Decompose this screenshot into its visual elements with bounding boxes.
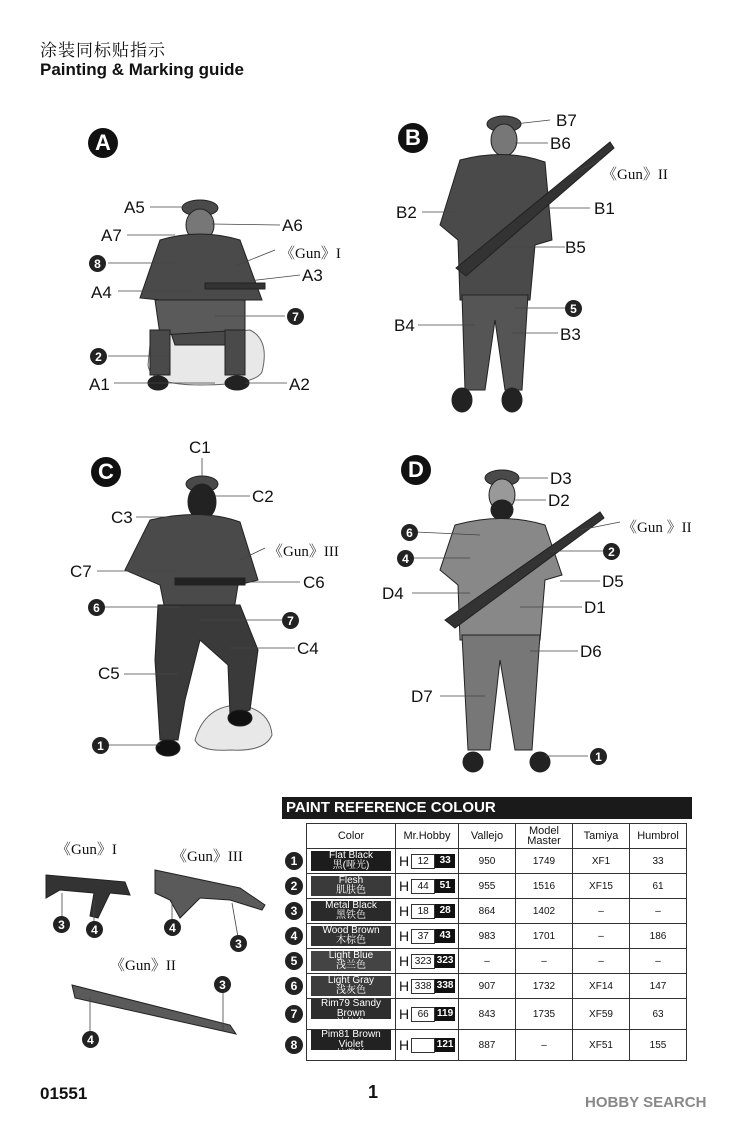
mrhobby-code-2: 338 — [436, 980, 454, 991]
paint-name-cn: 木棕色 — [336, 935, 366, 946]
paint-swatch — [311, 998, 391, 1029]
tamiya-code: XF1 — [573, 849, 630, 874]
label-d2: D2 — [548, 491, 570, 510]
mrhobby-h-mark: H — [399, 1006, 410, 1022]
paint-row — [282, 899, 687, 924]
model-master-code: 1516 — [516, 874, 573, 899]
humbrol-code: 186 — [630, 924, 687, 949]
label-d-gun: 《Gun 》II — [622, 520, 692, 536]
paint-table-title: PAINT REFERENCE COLOUR — [282, 797, 692, 819]
label-c-gun: 《Gun》III — [268, 544, 339, 560]
label-a-gun: 《Gun》I — [280, 246, 341, 262]
mrhobby-code-1: 66 — [411, 1007, 435, 1022]
label-c6: C6 — [303, 573, 325, 592]
paint-table-header-row — [282, 824, 687, 849]
paint-swatch — [311, 851, 391, 871]
label-c5: C5 — [98, 664, 120, 683]
paint-row — [282, 1030, 687, 1061]
label-a4: A4 — [91, 283, 112, 302]
label-b6: B6 — [550, 134, 571, 153]
model-master-code: – — [516, 1030, 573, 1061]
gun-3-num-4: 4 — [164, 919, 181, 936]
paint-swatch — [311, 901, 391, 921]
model-master-code: 1701 — [516, 924, 573, 949]
model-master-code: 1732 — [516, 974, 573, 999]
humbrol-code: – — [630, 899, 687, 924]
mrhobby-h-mark: H — [399, 853, 410, 869]
humbrol-code: – — [630, 949, 687, 974]
label-d7: D7 — [411, 687, 433, 706]
num-d-6: 6 — [401, 524, 418, 541]
label-d1: D1 — [584, 598, 606, 617]
label-a5: A5 — [124, 198, 145, 217]
paint-row — [282, 999, 687, 1030]
paint-row-number: 8 — [285, 1036, 303, 1054]
label-d4: D4 — [382, 584, 404, 603]
mrhobby-code-2: 323 — [436, 955, 454, 966]
page-number: 1 — [368, 1082, 379, 1102]
col-mrhobby: Mr.Hobby — [396, 824, 459, 849]
figure-d — [440, 470, 604, 772]
panel-c-badge: C — [91, 457, 121, 487]
gun-1-drawing — [46, 875, 130, 918]
paint-reference-table — [282, 823, 687, 1061]
tamiya-code: XF51 — [573, 1030, 630, 1061]
mrhobby-code-1: 338 — [411, 979, 435, 994]
paint-name: Metal Black — [325, 900, 377, 911]
model-master-code: 1402 — [516, 899, 573, 924]
num-c-7: 7 — [282, 612, 299, 629]
paint-name-cn: 棕紫兰 — [336, 1049, 366, 1060]
label-c4: C4 — [297, 639, 319, 658]
figure-b — [440, 116, 614, 412]
label-b2: B2 — [396, 203, 417, 222]
num-a-2: 2 — [90, 348, 107, 365]
label-d6: D6 — [580, 642, 602, 661]
title-chinese: 涂装同标贴指示 — [40, 41, 166, 60]
label-c7: C7 — [70, 562, 92, 581]
label-b3: B3 — [560, 325, 581, 344]
mrhobby-code-1: 44 — [411, 879, 435, 894]
product-code: 01551 — [40, 1084, 88, 1103]
num-d-1: 1 — [590, 748, 607, 765]
paint-name-cn: 黑(哑光) — [332, 860, 370, 871]
paint-row-number: 1 — [285, 852, 303, 870]
vallejo-code: 950 — [459, 849, 516, 874]
label-b1: B1 — [594, 199, 615, 218]
figure-a — [140, 200, 265, 390]
tamiya-code: – — [573, 924, 630, 949]
mrhobby-h-mark: H — [399, 978, 410, 994]
vallejo-code: 864 — [459, 899, 516, 924]
col-vallejo: Vallejo — [459, 824, 516, 849]
paint-name: Rim79 Sandy Brown — [320, 998, 382, 1019]
paint-name-cn: 浅灰色 — [336, 985, 366, 996]
paint-name: Light Gray — [327, 975, 375, 986]
label-a1: A1 — [89, 375, 110, 394]
gun-2-num-3: 3 — [214, 976, 231, 993]
label-a7: A7 — [101, 226, 122, 245]
paint-swatch — [311, 876, 391, 896]
col-tamiya: Tamiya — [573, 824, 630, 849]
mrhobby-code-2: 119 — [437, 1008, 454, 1019]
num-d-2: 2 — [603, 543, 620, 560]
gun-3-num-3: 3 — [230, 935, 247, 952]
label-a3: A3 — [302, 266, 323, 285]
mrhobby-code-1: 37 — [411, 929, 435, 944]
paint-name-cn: 黑铁色 — [336, 910, 366, 921]
tamiya-code: XF14 — [573, 974, 630, 999]
model-master-code: – — [516, 949, 573, 974]
panel-b-badge: B — [398, 123, 428, 153]
tamiya-code: XF59 — [573, 999, 630, 1030]
gun-1-num-3: 3 — [53, 916, 70, 933]
paint-name: Flat Black — [329, 850, 373, 861]
col-model-master: Model Master — [516, 824, 573, 849]
num-d-4: 4 — [397, 550, 414, 567]
humbrol-code: 63 — [630, 999, 687, 1030]
paint-row-number: 5 — [285, 952, 303, 970]
humbrol-code: 61 — [630, 874, 687, 899]
model-master-code: 1735 — [516, 999, 573, 1030]
paint-row — [282, 949, 687, 974]
mrhobby-code-2: 28 — [435, 904, 455, 918]
label-d3: D3 — [550, 469, 572, 488]
paint-swatch — [311, 1029, 391, 1060]
model-master-code: 1749 — [516, 849, 573, 874]
mrhobby-code-1: 18 — [411, 904, 435, 919]
gun-1-num-4: 4 — [86, 921, 103, 938]
label-b7: B7 — [556, 111, 577, 130]
vallejo-code: 843 — [459, 999, 516, 1030]
paint-row — [282, 974, 687, 999]
paint-row-number: 2 — [285, 877, 303, 895]
num-b-5: 5 — [565, 300, 582, 317]
vallejo-code: 983 — [459, 924, 516, 949]
mrhobby-code-1: 323 — [411, 954, 435, 969]
mrhobby-h-mark: H — [399, 928, 410, 944]
title-english: Painting & Marking guide — [40, 60, 245, 79]
humbrol-code: 147 — [630, 974, 687, 999]
gun-3-drawing — [155, 870, 265, 918]
label-b5: B5 — [565, 238, 586, 257]
num-c-1: 1 — [92, 737, 109, 754]
humbrol-code: 155 — [630, 1030, 687, 1061]
paint-name: Pim81 Brown Violet — [321, 1029, 381, 1050]
col-humbrol: Humbrol — [630, 824, 687, 849]
col-color: Color — [307, 824, 396, 849]
label-b-gun: 《Gun》II — [602, 167, 668, 183]
label-a6: A6 — [282, 216, 303, 235]
paint-row — [282, 849, 687, 874]
paint-row-number: 4 — [285, 927, 303, 945]
tamiya-code: XF15 — [573, 874, 630, 899]
label-c2: C2 — [252, 487, 274, 506]
paint-name-cn: 浅兰色 — [336, 960, 366, 971]
paint-swatch — [311, 951, 391, 971]
gun-2-label: 《Gun》II — [110, 958, 176, 974]
humbrol-code: 33 — [630, 849, 687, 874]
paint-name: Wood Brown — [322, 925, 380, 936]
gun-2-num-4: 4 — [82, 1031, 99, 1048]
paint-name: Light Blue — [328, 950, 374, 961]
label-d5: D5 — [602, 572, 624, 591]
mrhobby-h-mark: H — [399, 878, 410, 894]
paint-name-cn: 肌肤色 — [336, 885, 366, 896]
paint-row-number: 6 — [285, 977, 303, 995]
panel-d-badge: D — [401, 455, 431, 485]
paint-swatch — [311, 976, 391, 996]
mrhobby-code-1 — [411, 1038, 435, 1053]
paint-row — [282, 924, 687, 949]
paint-row-number: 3 — [285, 902, 303, 920]
paint-row — [282, 874, 687, 899]
tamiya-code: – — [573, 899, 630, 924]
mrhobby-h-mark: H — [399, 953, 410, 969]
paint-swatch — [311, 926, 391, 946]
vallejo-code: 907 — [459, 974, 516, 999]
mrhobby-h-mark: H — [399, 1037, 410, 1053]
gun-1-label: 《Gun》I — [56, 842, 117, 858]
num-c-6: 6 — [88, 599, 105, 616]
mrhobby-h-mark: H — [399, 903, 410, 919]
num-a-7: 7 — [287, 308, 304, 325]
gun-3-label: 《Gun》III — [172, 849, 243, 865]
label-b4: B4 — [394, 316, 415, 335]
label-c3: C3 — [111, 508, 133, 527]
panel-a-badge: A — [88, 128, 118, 158]
label-a2: A2 — [289, 375, 310, 394]
tamiya-code: – — [573, 949, 630, 974]
num-a-8: 8 — [89, 255, 106, 272]
paint-row-number: 7 — [285, 1005, 303, 1023]
mrhobby-code-2: 121 — [436, 1039, 454, 1050]
paint-name: Flesh — [338, 875, 364, 886]
gun-2-drawing — [72, 985, 236, 1034]
figure-c — [125, 476, 272, 756]
vallejo-code: – — [459, 949, 516, 974]
mrhobby-code-2: 51 — [435, 879, 455, 893]
mrhobby-code-2: 33 — [435, 854, 455, 868]
mrhobby-code-1: 12 — [411, 854, 435, 869]
vallejo-code: 955 — [459, 874, 516, 899]
watermark: HOBBY SEARCH — [585, 1094, 707, 1111]
label-c1: C1 — [189, 438, 211, 457]
mrhobby-code-2: 43 — [435, 929, 455, 943]
vallejo-code: 887 — [459, 1030, 516, 1061]
paint-name-cn: 沙棕色 — [336, 1018, 366, 1029]
